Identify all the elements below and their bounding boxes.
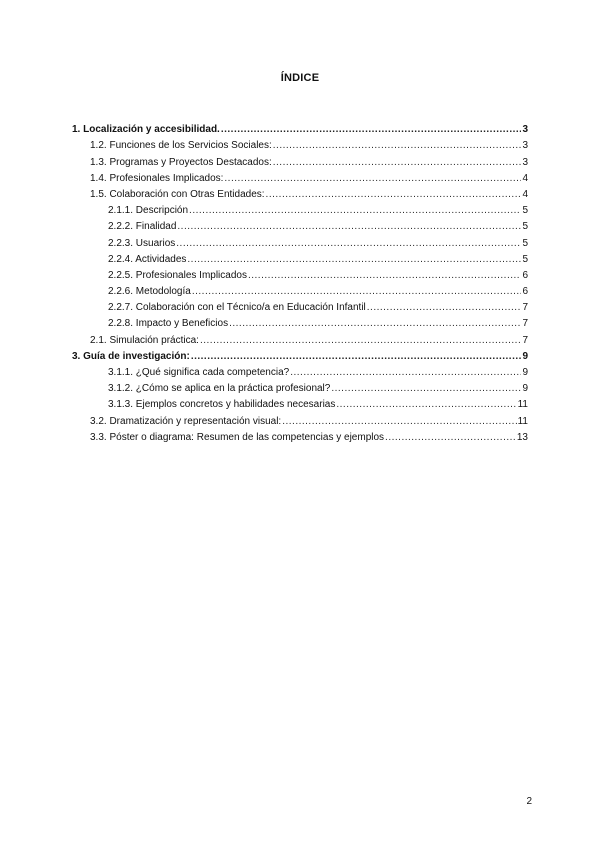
index-title: ÍNDICE xyxy=(280,72,320,84)
toc-entry-text: 2.2.7. Colaboración con el Técnico/a en Educación Infantil xyxy=(108,302,366,314)
toc-entry-page: 9 xyxy=(522,367,528,378)
toc-entry-page: 11 xyxy=(517,415,528,427)
toc-dot-leader xyxy=(176,238,521,250)
toc-entry-page: 11 xyxy=(517,399,528,411)
toc-entry-page: 6 xyxy=(522,269,528,281)
toc-entry-text: 3.3. Póster o diagrama: Resumen de las competencias y ejemplos xyxy=(90,431,385,443)
toc-entry[interactable] xyxy=(72,428,528,444)
toc-entry-text: 2.2.8. Impacto y Beneficios xyxy=(108,318,229,330)
toc-entry[interactable] xyxy=(72,266,528,282)
toc-entry-page: 6 xyxy=(522,286,528,298)
toc-entry-text: 2.1.1. Descripción xyxy=(108,205,189,217)
toc-entry-text: 3.2. Dramatización y representación visual: xyxy=(90,415,282,427)
toc-dot-leader xyxy=(331,383,521,395)
toc-entry[interactable] xyxy=(72,152,528,168)
toc-entry-page: 4 xyxy=(522,172,528,184)
toc-entry[interactable] xyxy=(72,136,528,152)
toc-dot-leader xyxy=(191,351,522,363)
toc-entry[interactable] xyxy=(72,282,528,298)
toc-dot-leader xyxy=(282,416,516,428)
toc-entry-text: 3. Guía de investigación: xyxy=(72,350,190,362)
toc-dot-leader xyxy=(336,399,516,411)
toc-entry-text: 1.3. Programas y Proyectos Destacados: xyxy=(90,156,272,168)
toc-entry-page: 3 xyxy=(522,156,528,168)
toc-entry-text: 2.2.3. Usuarios xyxy=(108,237,176,249)
toc-entry-text: 3.1.2. ¿Cómo se aplica en la práctica profesional? xyxy=(108,383,331,395)
table-of-contents xyxy=(72,120,528,444)
toc-entry[interactable] xyxy=(72,395,528,411)
toc-entry-text: 2.2.4. Actividades xyxy=(108,253,187,265)
toc-entry-text: 2.2.6. Metodología xyxy=(108,286,191,298)
toc-dot-leader xyxy=(224,173,521,185)
toc-dot-leader xyxy=(177,221,521,233)
toc-entry[interactable] xyxy=(72,185,528,201)
toc-dot-leader xyxy=(385,432,516,444)
toc-entry-page: 5 xyxy=(522,237,528,249)
toc-entry-text: 1.4. Profesionales Implicados: xyxy=(90,172,224,184)
toc-entry-page: 5 xyxy=(522,253,528,265)
toc-dot-leader xyxy=(189,205,521,217)
toc-entry-page: 4 xyxy=(522,188,528,200)
toc-entry[interactable] xyxy=(72,169,528,185)
toc-entry[interactable] xyxy=(72,298,528,314)
toc-entry[interactable] xyxy=(72,411,528,427)
toc-entry-text: 2.2.2. Finalidad xyxy=(108,221,177,233)
toc-entry-page: 5 xyxy=(522,221,528,233)
toc-entry[interactable] xyxy=(72,347,528,363)
toc-dot-leader xyxy=(192,286,522,298)
toc-entry[interactable] xyxy=(72,250,528,266)
toc-entry-page: 3 xyxy=(522,124,528,136)
toc-entry-text: 3.1.3. Ejemplos concretos y habilidades necesarias xyxy=(108,399,336,411)
toc-dot-leader xyxy=(273,157,522,169)
toc-dot-leader xyxy=(273,140,522,152)
toc-entry[interactable] xyxy=(72,330,528,346)
toc-entry-text: 1. Localización y accesibilidad. xyxy=(72,124,220,136)
toc-entry-text: 2.1. Simulación práctica: xyxy=(90,334,199,346)
toc-entry-text: 1.5. Colaboración con Otras Entidades: xyxy=(90,188,265,200)
toc-entry[interactable] xyxy=(72,120,528,136)
toc-dot-leader xyxy=(367,302,522,314)
toc-entry-page: 7 xyxy=(522,302,528,314)
toc-dot-leader xyxy=(248,270,521,282)
toc-entry-page: 13 xyxy=(516,431,528,443)
toc-entry[interactable] xyxy=(72,363,528,379)
toc-entry-page: 9 xyxy=(522,350,528,362)
page-number: 2 xyxy=(526,796,532,807)
toc-dot-leader xyxy=(290,367,521,379)
toc-entry-page: 5 xyxy=(522,205,528,217)
toc-entry[interactable] xyxy=(72,201,528,217)
toc-entry-page: 9 xyxy=(522,383,528,395)
toc-entry-page: 3 xyxy=(522,140,528,152)
toc-dot-leader xyxy=(266,189,522,201)
toc-entry-text: 2.2.5. Profesionales Implicados xyxy=(108,269,247,281)
toc-entry-text: 1.2. Funciones de los Servicios Sociales: xyxy=(90,140,272,152)
toc-entry-page: 7 xyxy=(522,318,528,330)
toc-dot-leader xyxy=(187,254,521,266)
toc-dot-leader xyxy=(221,124,522,136)
toc-entry-text: 3.1.1. ¿Qué significa cada competencia? xyxy=(108,367,290,378)
toc-entry[interactable] xyxy=(72,217,528,233)
toc-dot-leader xyxy=(229,318,521,330)
toc-entry[interactable] xyxy=(72,379,528,395)
toc-entry-page: 7 xyxy=(522,334,528,346)
toc-entry[interactable] xyxy=(72,314,528,330)
toc-dot-leader xyxy=(200,335,521,347)
toc-entry[interactable] xyxy=(72,233,528,249)
